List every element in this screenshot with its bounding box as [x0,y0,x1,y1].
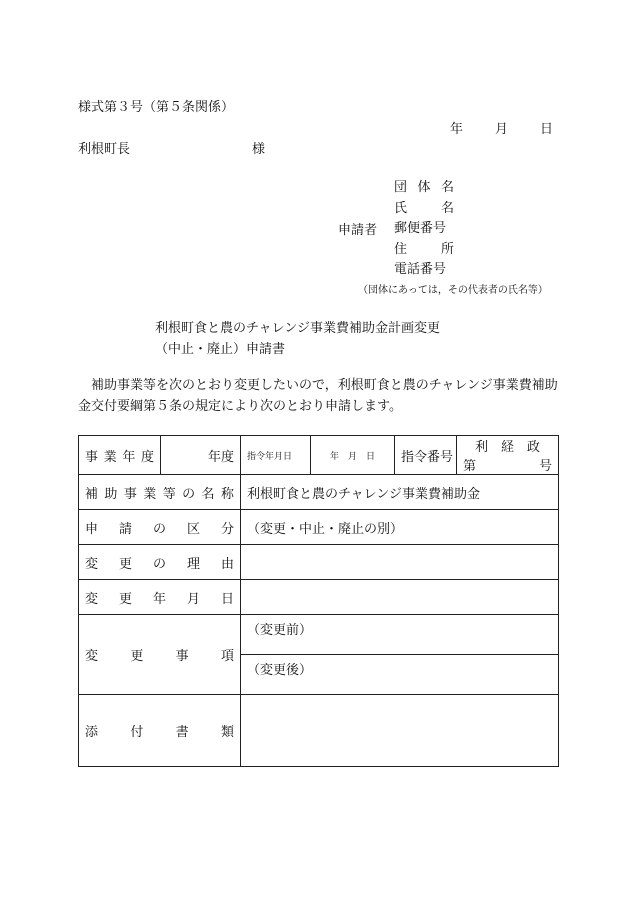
field-organization-name: 団 体 名 [394,180,454,195]
instruction-date-value: 年 月 日 [311,436,395,475]
table-row [79,545,559,580]
application-table [78,435,559,767]
form-number: 様式第３号（第５条関係） [78,100,235,115]
attachments-label: 添 付 書 類 [79,695,241,767]
date-month: 月 [495,122,509,137]
change-date-value [241,580,559,615]
table-row [79,695,559,767]
document-title-line1: 利根町食と農のチャレンジ事業費補助金計画変更 [155,321,440,336]
field-address: 住 所 [394,241,454,257]
instruction-number-go: 号 [538,459,552,474]
instruction-number-dai: 第 [463,459,477,474]
table-row-header [79,436,559,475]
application-type-label: 申 請 の 区 分 [79,510,241,545]
date-day: 日 [540,122,554,137]
honorific: 様 [252,142,266,157]
change-reason-label: 変 更 の 理 由 [79,545,241,580]
applicant-fields [394,178,454,281]
change-date-label: 変 更 年 月 日 [79,580,241,615]
instruction-date-label: 指令年月日 [241,436,311,475]
table-row [79,475,559,510]
change-reason-value [241,545,559,580]
instruction-number-label: 指 令 番 号 [395,436,457,475]
table-row [79,580,559,615]
instruction-number-prefix: 利 経 政 [474,440,540,455]
after-change-cell: （変更後） [241,655,559,695]
instruction-number-value [457,436,559,475]
field-name: 氏 名 [394,200,454,216]
change-items-label: 変 更 事 項 [79,615,241,695]
project-name-label: 補 助 事 業 等 の 名 称 [79,475,241,510]
instruction-number-line [463,455,552,474]
fiscal-year-label: 事 業 年 度 [79,436,161,475]
document-title-line2: （中止・廃止）申請書 [155,342,286,357]
project-name-value: 利根町食と農のチャレンジ事業費補助金 [241,475,559,510]
body-text [78,375,558,417]
table-row [79,510,559,545]
date-year: 年 [450,122,464,137]
applicant-label: 申請者 [338,223,378,238]
attachments-value [241,695,559,767]
table-row [79,615,559,655]
body-paragraph: 補助事業等を次のとおり変更したいので，利根町食と農のチャレンジ事業費補助金交付要綱第５条の規定により次のとおり申請します。 [78,378,558,414]
fiscal-year-unit: 年度 [161,436,241,475]
application-type-value: （変更・中止・廃止の別） [241,510,559,545]
field-phone: 電話番号 [394,262,447,277]
addressee: 利根町長 [78,142,131,157]
representative-note: （団体にあっては，その代表者の氏名等） [358,285,548,296]
before-change-cell: （変更前） [241,615,559,655]
field-postal-code: 郵便番号 [394,221,447,236]
